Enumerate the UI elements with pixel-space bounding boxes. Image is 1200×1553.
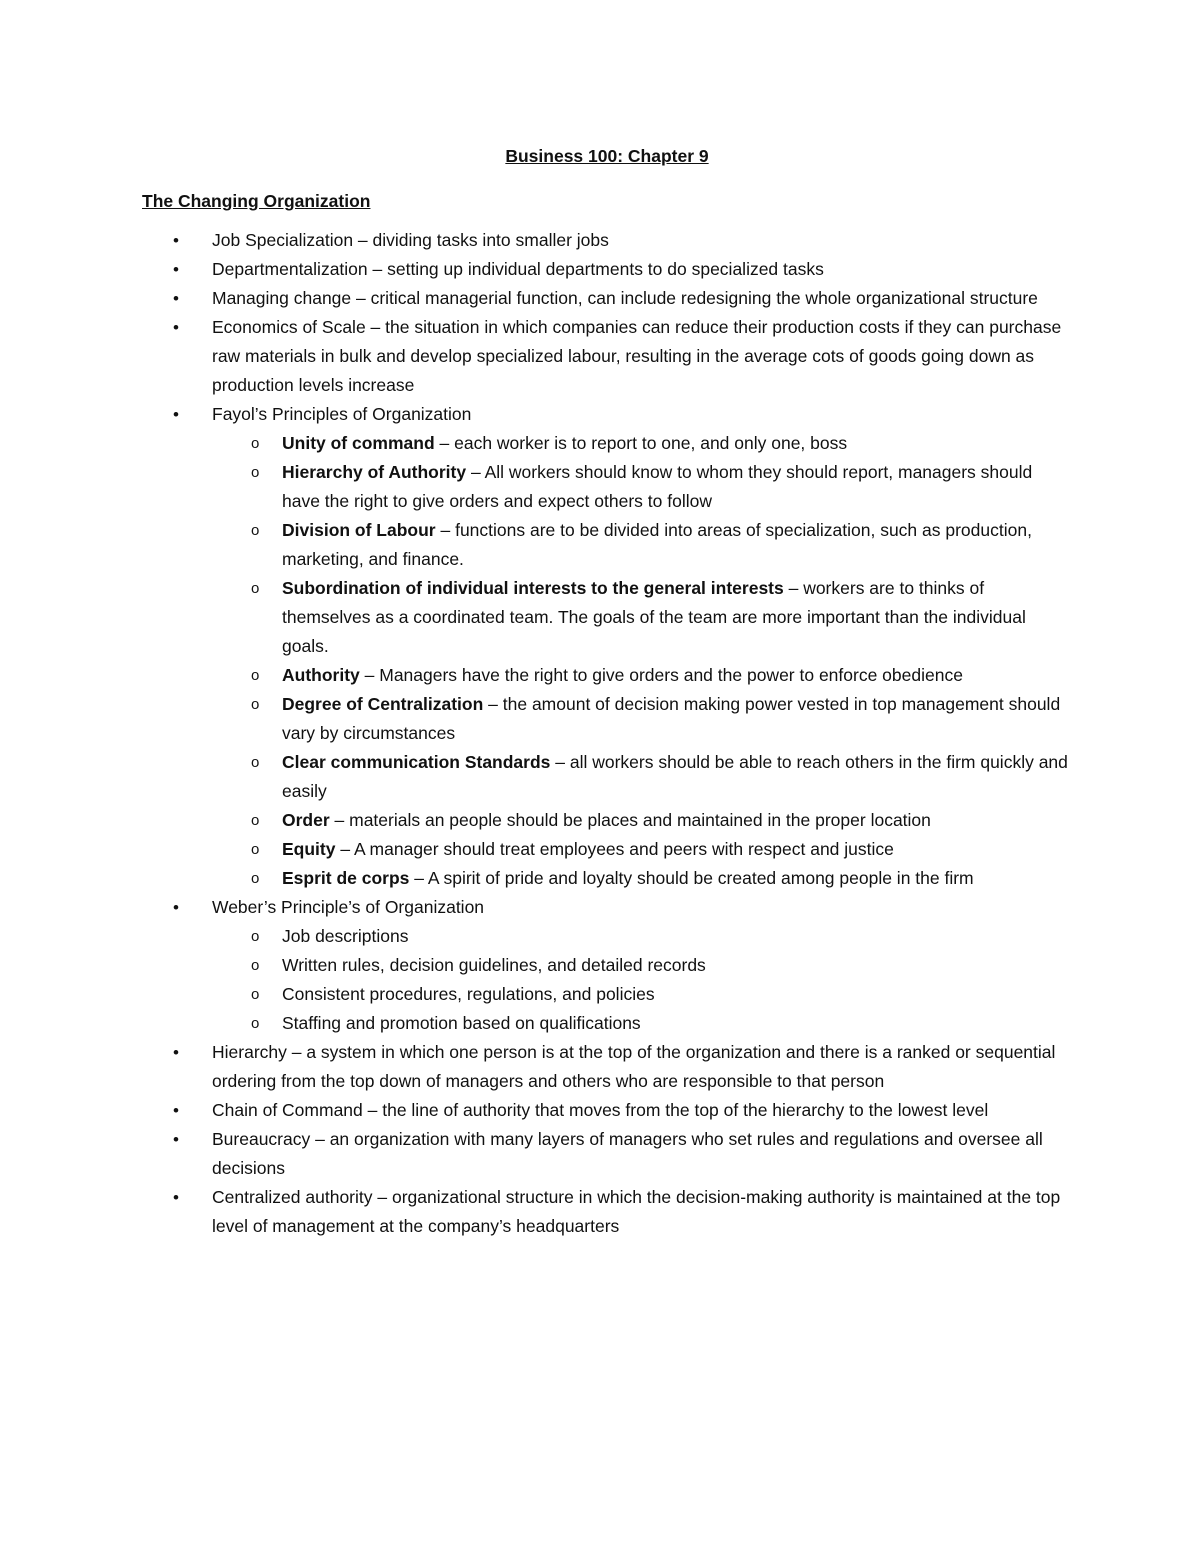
sub-item-term: Division of Labour [282, 520, 436, 540]
sub-item-term: Subordination of individual interests to the general interests [282, 578, 784, 598]
sub-item-text: – functions are to be divided into areas of specialization, such as production, marketing, and finance. [282, 520, 1032, 569]
document-content [142, 142, 1072, 1241]
list-item-text: Managing change – critical managerial function, can include redesigning the whole organizational structure [212, 288, 1038, 308]
circle-bullet-icon: o [251, 986, 260, 1003]
sub-list-item [212, 835, 1072, 864]
sub-item-term: Hierarchy of Authority [282, 462, 467, 482]
sub-item-text: – workers are to thinks of themselves as a coordinated team. The goals of the team are more important than the individual goals. [282, 578, 1026, 656]
list-item [142, 1183, 1072, 1241]
sub-list-item [212, 661, 1072, 690]
list-item-text: Weber’s Principle’s of Organization [212, 897, 485, 917]
sub-list-item [212, 690, 1072, 748]
sub-item-term: Esprit de corps [282, 868, 410, 888]
list-item-text: Fayol’s Principles of Organization [212, 404, 472, 424]
list-item [142, 1125, 1072, 1183]
list-item [142, 1096, 1072, 1125]
sub-list-item [212, 516, 1072, 574]
sub-item-text: Staffing and promotion based on qualifications [282, 1013, 641, 1033]
bullet-icon: • [173, 898, 179, 917]
list-item-text: Economics of Scale – the situation in which companies can reduce their production costs if they can purchase raw materials in bulk and develop specialized labour, resulting in the average cots of goods going down as production levels increase [212, 317, 1062, 395]
sub-bullet-list [212, 429, 1072, 893]
list-item [142, 255, 1072, 284]
list-item-text: Departmentalization – setting up individual departments to do specialized tasks [212, 259, 824, 279]
list-item [142, 1038, 1072, 1096]
bullet-icon: • [173, 289, 179, 308]
sub-list-item [212, 806, 1072, 835]
sub-list-item [212, 980, 1072, 1009]
bullet-icon: • [173, 1188, 179, 1207]
sub-list-item [212, 574, 1072, 661]
sub-item-text: – the amount of decision making power vested in top management should vary by circumstances [282, 694, 1061, 743]
sub-list-item [212, 951, 1072, 980]
bullet-icon: • [173, 1101, 179, 1120]
sub-item-term: Degree of Centralization [282, 694, 484, 714]
circle-bullet-icon: o [251, 928, 260, 945]
list-item [142, 893, 1072, 1038]
bullet-icon: • [173, 318, 179, 337]
circle-bullet-icon: o [251, 870, 260, 887]
sub-item-text: – all workers should be able to reach others in the firm quickly and easily [282, 752, 1068, 801]
list-item [142, 400, 1072, 893]
list-item-text: Chain of Command – the line of authority that moves from the top of the hierarchy to the lowest level [212, 1100, 989, 1120]
sub-item-term: Clear communication Standards [282, 752, 551, 772]
sub-item-term: Order [282, 810, 330, 830]
sub-list-item [212, 458, 1072, 516]
list-item-text: Bureaucracy – an organization with many layers of managers who set rules and regulations and oversee all decisions [212, 1129, 1043, 1178]
list-item [142, 313, 1072, 400]
circle-bullet-icon: o [251, 522, 260, 539]
sub-item-text: – Managers have the right to give orders and the power to enforce obedience [359, 665, 963, 685]
bullet-list [142, 226, 1072, 1241]
sub-list-item [212, 748, 1072, 806]
sub-item-text: Consistent procedures, regulations, and policies [282, 984, 655, 1004]
section-title: The Changing Organization [142, 191, 371, 211]
circle-bullet-icon: o [251, 957, 260, 974]
bullet-icon: • [173, 1043, 179, 1062]
circle-bullet-icon: o [251, 812, 260, 829]
sub-item-term: Authority [282, 665, 360, 685]
sub-list-item [212, 922, 1072, 951]
sub-item-text: Job descriptions [282, 926, 409, 946]
sub-item-text: Written rules, decision guidelines, and detailed records [282, 955, 706, 975]
circle-bullet-icon: o [251, 754, 260, 771]
bullet-icon: • [173, 405, 179, 424]
circle-bullet-icon: o [251, 580, 260, 597]
list-item-text: Centralized authority – organizational structure in which the decision-making authority is maintained at the top level of management at the company’s headquarters [212, 1187, 1061, 1236]
bullet-icon: • [173, 231, 179, 250]
circle-bullet-icon: o [251, 435, 260, 452]
list-item [142, 226, 1072, 255]
sub-bullet-list [212, 922, 1072, 1038]
sub-list-item [212, 1009, 1072, 1038]
circle-bullet-icon: o [251, 667, 260, 684]
document-title: Business 100: Chapter 9 [505, 146, 709, 166]
circle-bullet-icon: o [251, 696, 260, 713]
list-item-text: Hierarchy – a system in which one person is at the top of the organization and there is a ranked or sequential ordering from the top down of managers and others who are responsible to that person [212, 1042, 1056, 1091]
circle-bullet-icon: o [251, 841, 260, 858]
circle-bullet-icon: o [251, 464, 260, 481]
circle-bullet-icon: o [251, 1015, 260, 1032]
sub-item-text: – materials an people should be places and maintained in the proper location [329, 810, 931, 830]
list-item [142, 284, 1072, 313]
sub-item-text: – each worker is to report to one, and only one, boss [434, 433, 848, 453]
bullet-icon: • [173, 260, 179, 279]
bullet-icon: • [173, 1130, 179, 1149]
sub-item-text: – A manager should treat employees and peers with respect and justice [335, 839, 894, 859]
sub-item-text: – All workers should know to whom they should report, managers should have the right to give orders and expect others to follow [282, 462, 1033, 511]
sub-list-item [212, 864, 1072, 893]
list-item-text: Job Specialization – dividing tasks into smaller jobs [212, 230, 609, 250]
sub-item-term: Equity [282, 839, 336, 859]
sub-item-term: Unity of command [282, 433, 435, 453]
sub-item-text: – A spirit of pride and loyalty should be created among people in the firm [409, 868, 974, 888]
sub-list-item [212, 429, 1072, 458]
